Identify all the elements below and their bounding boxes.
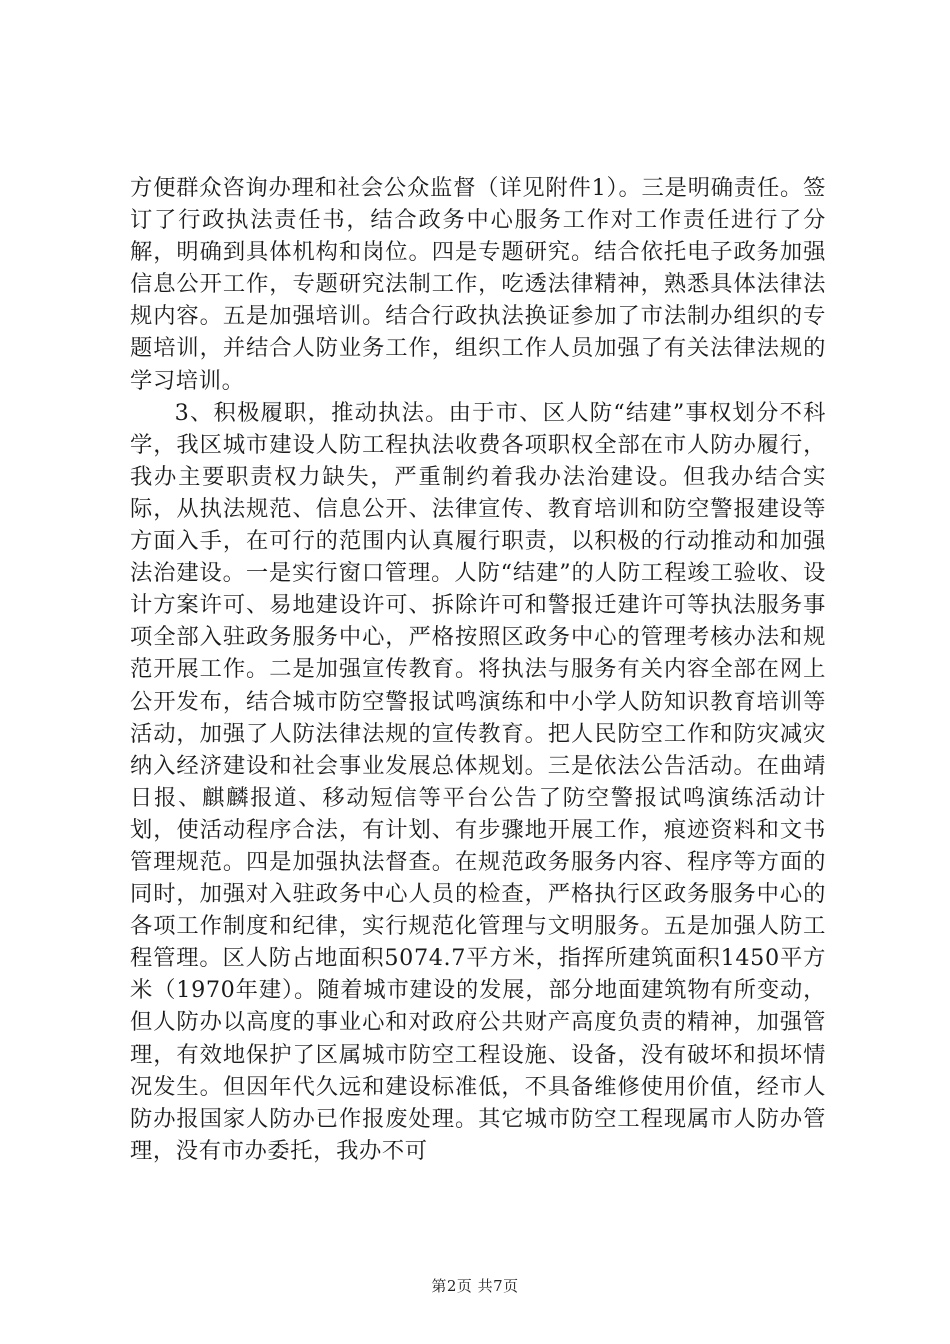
- paragraph-2: 3、积极履职，推动执法。由于市、区人防“结建”事权划分不科学，我区城市建设人防工程执法收费各项职权全部在市人防办履行，我办主要职责权力缺失，严重制约着我办法治建设。但我办结合实际，从执法规范、信息公开、法律宣传、教育培训和防空警报建设等方面入手，在可行的范围内认真履行职责，以积极的行动推动和加强法治建设。一是实行窗口管理。人防“结建”的人防工程竣工验收、设计方案许可、易地建设许可、拆除许可和警报迁建许可等执法服务事项全部入驻政务服务中心，严格按照区政务中心的管理考核办法和规范开展工作。二是加强宣传教育。将执法与服务有关内容全部在网上公开发布，结合城市防空警报试鸣演练和中小学人防知识教育培训等活动，加强了人防法律法规的宣传教育。把人民防空工作和防灾减灾纳入经济建设和社会事业发展总体规划。三是依法公告活动。在曲靖日报、麒麟报道、移动短信等平台公告了防空警报试鸣演练活动计划，使活动程序合法，有计划、有步骤地开展工作，痕迹资料和文书管理规范。四是加强执法督查。在规范政务服务内容、程序等方面的同时，加强对入驻政务中心人员的检查，严格执行区政务服务中心的各项工作制度和纪律，实行规范化管理与文明服务。五是加强人防工程管理。区人防占地面积5074.7平方米，指挥所建筑面积1450平方米（1970年建）。随着城市建设的发展，部分地面建筑物有所变动，但人防办以高度的事业心和对政府公共财产高度负责的精神，加强管理，有效地保护了区属城市防空工程设施、设备，没有破坏和损坏情况发生。但因年代久远和建设标准低，不具备维修使用价值，经市人防办报国家人防办已作报废处理。其它城市防空工程现属市人防办管理，没有市办委托，我办不可: [130, 399, 826, 1164]
- paragraph-1: 方便群众咨询办理和社会公众监督（详见附件1）。三是明确责任。签订了行政执法责任书，结合政务中心服务工作对工作责任进行了分解，明确到具体机构和岗位。四是专题研究。结合依托电子政务加强信息公开工作，专题研究法制工作，吃透法律精神，熟悉具体法律法规内容。五是加强培训。结合行政执法换证参加了市法制办组织的专题培训，并结合人防业务工作，组织工作人员加强了有关法律法规的学习培训。: [130, 175, 826, 394]
- page-number-label: 第2页 共7页: [431, 1277, 519, 1295]
- page-footer: [0, 1275, 950, 1296]
- document-body: [130, 172, 826, 1167]
